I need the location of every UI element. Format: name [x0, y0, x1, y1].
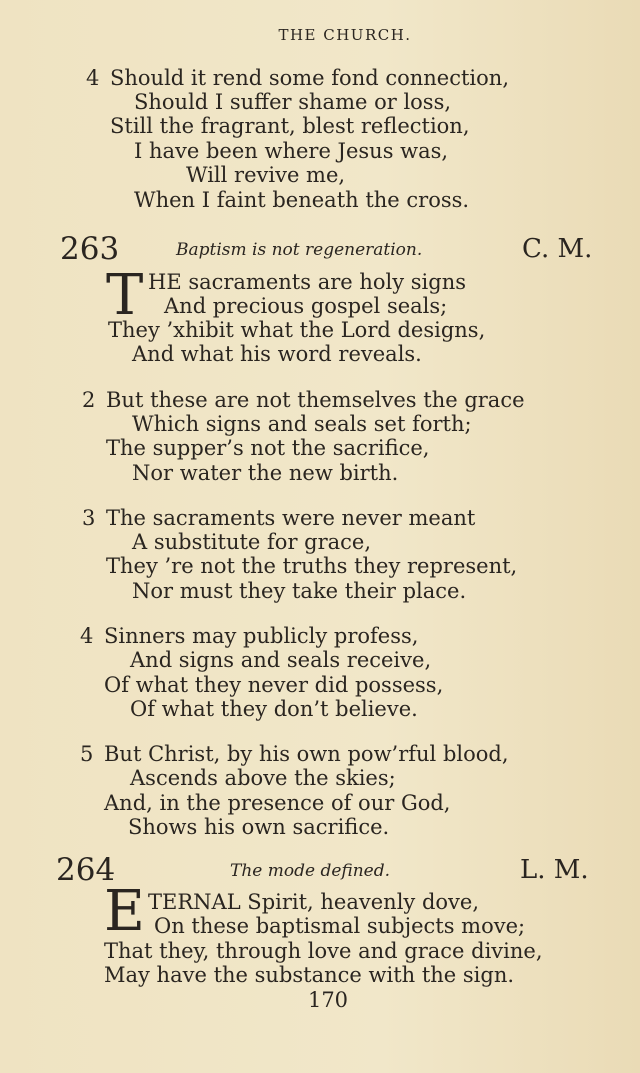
- verse-line: Ascends above the skies;: [130, 766, 396, 790]
- stanza-number: 2: [82, 388, 96, 412]
- verse-line: HE sacraments are holy signs: [148, 270, 467, 294]
- verse-line: But these are not themselves the grace: [106, 388, 525, 412]
- verse-line: Still the fragrant, blest reflection,: [110, 114, 470, 138]
- hymn-meter: C. M.: [522, 234, 593, 264]
- verse-line: The supper’s not the sacrifice,: [106, 436, 430, 460]
- stanza-number: 5: [80, 742, 94, 766]
- verse-line: And precious gospel seals;: [164, 294, 448, 318]
- hymn-number: 264: [56, 852, 116, 888]
- running-header: THE CHURCH.: [278, 26, 412, 44]
- drop-cap: E: [104, 879, 145, 944]
- stanza-number: 4: [80, 624, 94, 648]
- verse-line: A substitute for grace,: [132, 530, 372, 554]
- verse-line: May have the substance with the sign.: [104, 963, 515, 987]
- verse-line: When I faint beneath the cross.: [134, 188, 470, 212]
- verse-line: Of what they don’t believe.: [130, 697, 418, 721]
- hymn-subtitle: Baptism is not regeneration.: [176, 240, 423, 260]
- verse-line: That they, through love and grace divine,: [104, 939, 543, 963]
- page-number: 170: [307, 988, 349, 1012]
- verse-line: And what his word reveals.: [132, 342, 422, 366]
- verse-line: They ’re not the truths they represent,: [106, 554, 518, 578]
- verse-line: TERNAL Spirit, heavenly dove,: [148, 890, 479, 914]
- verse-line: They ’xhibit what the Lord designs,: [108, 318, 486, 342]
- drop-cap: T: [106, 263, 144, 328]
- verse-line: Shows his own sacrifice.: [128, 815, 390, 839]
- verse-line: Which signs and seals set forth;: [132, 412, 472, 436]
- verse-line: Should it rend some fond connection,: [110, 66, 509, 90]
- hymn-meter: L. M.: [520, 855, 589, 885]
- verse-line: Sinners may publicly profess,: [104, 624, 419, 648]
- verse-line: Will revive me,: [186, 163, 346, 187]
- verse-line: I have been where Jesus was,: [134, 139, 449, 163]
- hymn-subtitle: The mode defined.: [230, 861, 391, 881]
- stanza-number: 3: [82, 506, 96, 530]
- verse-line: And signs and seals receive,: [130, 648, 432, 672]
- verse-line: Of what they never did possess,: [104, 673, 444, 697]
- verse-line: But Christ, by his own pow’rful blood,: [104, 742, 509, 766]
- verse-line: And, in the presence of our God,: [104, 791, 451, 815]
- verse-line: Nor must they take their place.: [132, 579, 467, 603]
- verse-line: Should I suffer shame or loss,: [134, 90, 452, 114]
- stanza-number: 4: [86, 66, 100, 90]
- verse-line: The sacraments were never meant: [106, 506, 476, 530]
- verse-line: Nor water the new birth.: [132, 461, 399, 485]
- verse-line: On these baptismal subjects move;: [154, 914, 526, 938]
- hymn-number: 263: [60, 231, 120, 267]
